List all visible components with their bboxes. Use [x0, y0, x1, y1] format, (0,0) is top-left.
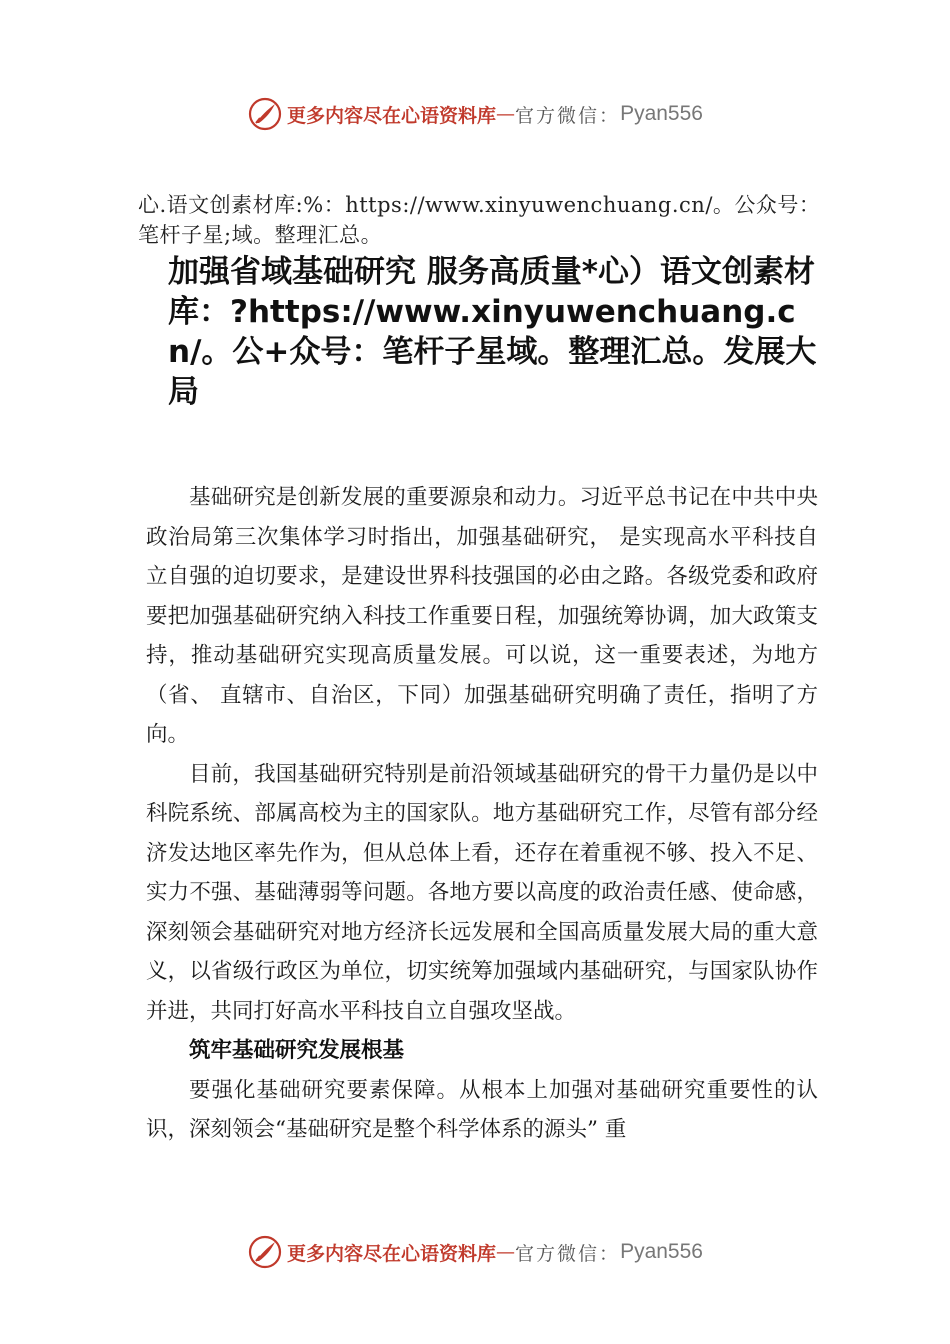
banner-label: 官方微信： [515, 1242, 621, 1265]
banner-wechat-id: Pyan556 [620, 1240, 703, 1263]
article-title: 加强省域基础研究 服务高质量*心）语文创素材库：?https://www.xinyuwenchuang.cn/。公+众号：笔杆子星域。整理汇总。发展大局 [168, 254, 817, 410]
article-body [146, 478, 818, 1150]
header-banner [0, 94, 950, 134]
banner-brand: 更多内容尽在心语资料库 [287, 1242, 497, 1265]
paragraph: 基础研究是创新发展的重要源泉和动力。习近平总书记在中共中央政治局第三次集体学习时指出，加强基础研究， 是实现高水平科技自立自强的迫切要求，是建设世界科技强国的必由之路。各级党委和政府要把加强基础研究纳入科技工作重要日程，加强统筹协调，加大政策支持，推动基础研究实现高质量发展。可以说，这一重要表述，为地方（省、 直辖市、自治区，下同）加强基础研究明确了责任，指明了方向。 [146, 485, 818, 747]
paragraph: 目前，我国基础研究特别是前沿领域基础研究的骨干力量仍是以中科院系统、部属高校为主的国家队。地方基础研究工作，尽管有部分经济发达地区率先作为，但从总体上看，还存在着重视不够、投入不足、实力不强、基础薄弱等问题。各地方要以高度的政治责任感、使命感，深刻领会基础研究对地方经济长远发展和全国高质量发展大局的重大意义，以省级行政区为单位，切实统筹加强域内基础研究，与国家队协作并进，共同打好高水平科技自立自强攻坚战。 [146, 761, 818, 1024]
banner-dash: — [496, 103, 516, 125]
banner-label: 官方微信： [515, 104, 621, 127]
quill-logo-icon [247, 1234, 283, 1270]
banner-wechat-id: Pyan556 [620, 102, 703, 125]
section-heading: 筑牢基础研究发展根基 [189, 1038, 405, 1063]
quill-logo-icon [247, 96, 283, 132]
banner-brand: 更多内容尽在心语资料库 [287, 104, 497, 127]
paragraph: 要强化基础研究要素保障。从根本上加强对基础研究重要性的认识，深刻领会“基础研究是整个科学体系的源头” 重 [146, 1077, 818, 1142]
banner-dash: — [496, 1241, 516, 1263]
footer-banner [0, 1232, 950, 1272]
source-note: 心.语文创素材库:%：https://www.xinyuwenchuang.cn/。公众号：笔杆子星;域。整理汇总。 [138, 193, 821, 247]
